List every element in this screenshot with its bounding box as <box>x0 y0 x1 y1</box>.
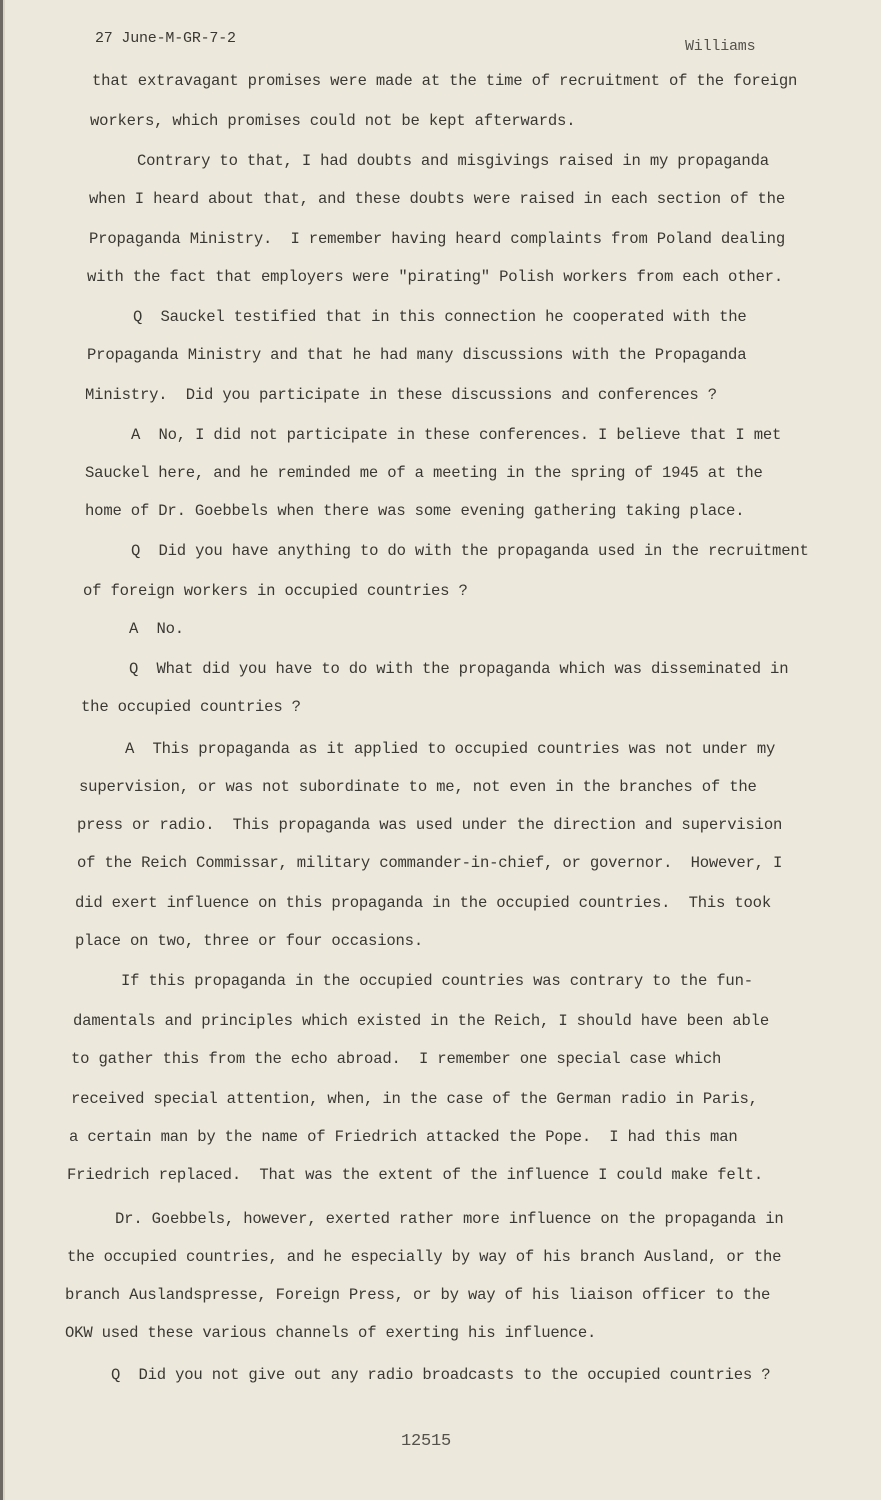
question-line: Q What did you have to do with the propaganda which was disseminated in <box>129 660 789 678</box>
text-line: place on two, three or four occasions. <box>75 932 423 950</box>
text-line: Propaganda Ministry. I remember having heard complaints from Poland dealing <box>89 230 785 248</box>
text-line: a certain man by the name of Friedrich attacked the Pope. I had this man <box>69 1128 738 1146</box>
text-line: to gather this from the echo abroad. I remember one special case which <box>71 1050 722 1068</box>
page-number: 12515 <box>401 1432 452 1451</box>
text-line: Dr. Goebbels, however, exerted rather more influence on the propaganda in <box>115 1210 784 1228</box>
text-line: of foreign workers in occupied countries ? <box>83 582 468 600</box>
text-line: the occupied countries ? <box>81 698 301 716</box>
text-line: branch Auslandspresse, Foreign Press, or by way of his liaison officer to the <box>65 1286 771 1304</box>
document-page <box>3 0 881 1500</box>
text-line: home of Dr. Goebbels when there was some evening gathering taking place. <box>85 502 745 520</box>
text-line: If this propaganda in the occupied countries was contrary to the fun- <box>121 972 753 990</box>
text-line: with the fact that employers were "pirating" Polish workers from each other. <box>87 268 783 286</box>
question-line: Q Did you not give out any radio broadcasts to the occupied countries ? <box>111 1366 771 1384</box>
text-line: of the Reich Commissar, military commander-in-chief, or governor. However, I <box>77 854 783 872</box>
text-line: Ministry. Did you participate in these discussions and conferences ? <box>85 386 717 404</box>
text-line: damentals and principles which existed in the Reich, I should have been able <box>73 1012 769 1030</box>
text-line: the occupied countries, and he especially by way of his branch Ausland, or the <box>67 1248 782 1266</box>
question-line: Q Sauckel testified that in this connection he cooperated with the <box>133 308 747 326</box>
text-line: workers, which promises could not be kept afterwards. <box>90 112 576 130</box>
text-line: when I heard about that, and these doubts were raised in each section of the <box>89 190 785 208</box>
text-line: OKW used these various channels of exerting his influence. <box>65 1324 597 1342</box>
text-line: supervision, or was not subordinate to me, not even in the branches of the <box>79 778 757 796</box>
text-line: that extravagant promises were made at the time of recruitment of the foreign <box>92 72 798 90</box>
text-line: Sauckel here, and he reminded me of a meeting in the spring of 1945 at the <box>85 464 763 482</box>
text-line: Contrary to that, I had doubts and misgivings raised in my propaganda <box>137 152 769 170</box>
text-line: received special attention, when, in the case of the German radio in Paris, <box>71 1090 758 1108</box>
answer-line: A No. <box>129 620 184 638</box>
text-line: Propaganda Ministry and that he had many discussions with the Propaganda <box>87 346 747 364</box>
text-line: did exert influence on this propaganda in the occupied countries. This took <box>75 894 771 912</box>
text-line: press or radio. This propaganda was used under the direction and supervision <box>77 816 783 834</box>
answer-line: A This propaganda as it applied to occupied countries was not under my <box>125 740 776 758</box>
text-line: Friedrich replaced. That was the extent of the influence I could make felt. <box>67 1166 763 1184</box>
reporter-name: Williams <box>685 38 756 55</box>
answer-line: A No, I did not participate in these conferences. I believe that I met <box>131 426 782 444</box>
document-reference: 27 June-M-GR-7-2 <box>95 30 236 47</box>
question-line: Q Did you have anything to do with the propaganda used in the recruitment <box>131 542 809 560</box>
